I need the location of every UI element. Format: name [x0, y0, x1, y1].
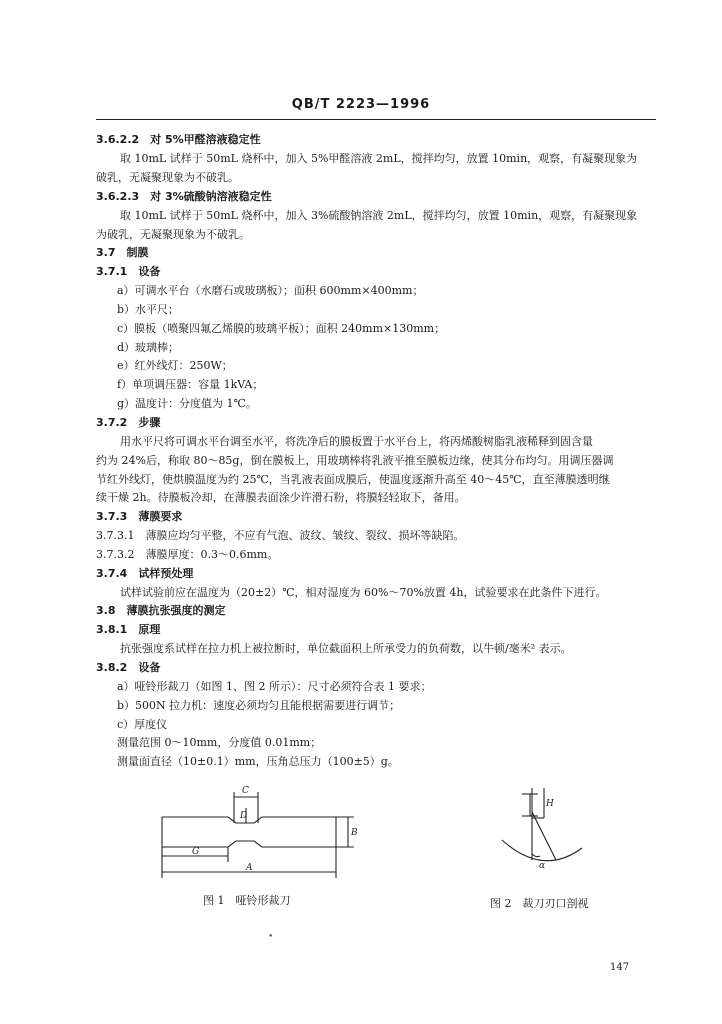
header-rule [96, 119, 656, 120]
page-number: 147 [610, 962, 630, 973]
section-3-6-2-2-heading: 3.6.2.2 对 5%甲醛溶液稳定性 [96, 133, 261, 146]
section-3-7-3-heading: 3.7.3 薄膜要求 [96, 510, 183, 523]
paragraph-line: 节红外线灯，使烘膜温度为约 25℃，当乳液表面成膜后，使温度逐渐升高至 40～45℃，直至薄膜透明继 [96, 473, 610, 486]
dimension-label-d: D [240, 811, 248, 821]
paragraph-line: 取 10mL 试样于 50mL 烧杯中，加入 3%硫酸钠溶液 2mL，搅拌均匀，放置 10min，观察，有凝聚现象 [120, 209, 638, 222]
list-item: g）温度计：分度值为 1℃。 [117, 397, 257, 410]
list-item: 测量面直径（10±0.1）mm，压角总压力（100±5）g。 [117, 755, 399, 768]
list-item: a）可调水平台（水磨石或玻璃板）；面积 600mm×400mm； [117, 284, 424, 297]
section-3-8-2-heading: 3.8.2 设备 [96, 661, 161, 674]
paragraph-line: 续干燥 2h。待膜板冷却，在薄膜表面涂少许滑石粉，将膜轻轻取下，备用。 [96, 491, 466, 504]
scan-mark: • [268, 932, 274, 942]
paragraph-line: 为破乳，无凝聚现象为不破乳。 [96, 228, 250, 241]
list-item: b）水平尺； [117, 303, 180, 316]
paragraph-line: 取 10mL 试样于 50mL 烧杯中，加入 5%甲醛溶液 2mL，搅拌均匀，放置 10min，观察，有凝聚现象为 [120, 152, 638, 165]
list-item: e）红外线灯：250W； [117, 359, 233, 372]
dimension-label-g: G [192, 847, 200, 857]
section-3-7-4-heading: 3.7.4 试样预处理 [96, 567, 194, 580]
angle-label-alpha: α [539, 861, 546, 871]
section-3-7-3-2: 3.7.3.2 薄膜厚度：0.3～0.6mm。 [96, 548, 279, 561]
dimension-label-c: C [242, 786, 249, 796]
paragraph-line: 约为 24%后，称取 80～85g，倒在膜板上，用玻璃棒将乳液平推至膜板边缘，使其分布均匀。用调压器调 [96, 454, 614, 467]
list-item: d）玻璃棒； [117, 341, 180, 354]
section-3-6-2-3-heading: 3.6.2.3 对 3%硫酸钠溶液稳定性 [96, 190, 272, 203]
list-item: c）膜板（喷聚四氟乙烯膜的玻璃平板）；面积 240mm×130mm； [117, 322, 446, 335]
paragraph-line: 试样试验前应在温度为（20±2）℃，相对湿度为 60%～70%放置 4h，试验要求在此条件下进行。 [120, 586, 607, 599]
list-item: a）哑铃形裁刀（如图 1、图 2 所示）：尺寸必须符合表 1 要求； [117, 680, 432, 693]
paragraph-line: 用水平尺将可调水平台调至水平，将洗净后的膜板置于水平台上，将丙烯酸树脂乳液稀释到固含量 [120, 435, 593, 448]
section-3-7-2-heading: 3.7.2 步骤 [96, 416, 161, 429]
dumbbell-cutter-figure [150, 782, 370, 886]
section-3-7-3-1: 3.7.3.1 薄膜应均匀平整，不应有气泡、波纹、皱纹、裂纹、损坏等缺陷。 [96, 529, 465, 542]
dimension-label-h: H [546, 799, 554, 809]
list-item: c）厚度仪 [117, 718, 168, 731]
document-header: QB/T 2223—1996 [291, 97, 431, 112]
list-item: 测量范围 0～10mm，分度值 0.01mm； [117, 736, 322, 749]
paragraph-line: 破乳，无凝聚现象为不破乳。 [96, 171, 239, 184]
list-item: b）500N 拉力机：速度必须均匀且能根据需要进行调节； [117, 699, 401, 712]
section-3-8-1-heading: 3.8.1 原理 [96, 623, 161, 636]
dimension-label-b: B [351, 828, 358, 838]
list-item: f）单项调压器：容量 1kVA； [117, 378, 264, 391]
figure-2-caption: 图 2 裁刀刃口剖视 [490, 897, 589, 910]
section-3-7-1-heading: 3.7.1 设备 [96, 265, 161, 278]
blade-section-figure [498, 782, 588, 874]
paragraph-line: 抗张强度系试样在拉力机上被拉断时，单位截面积上所承受力的负荷数，以牛顿/毫米² 表示。 [120, 642, 572, 655]
figure-1-caption: 图 1 哑铃形裁刀 [203, 894, 291, 907]
section-3-8-heading: 3.8 薄膜抗张强度的测定 [96, 604, 226, 617]
section-3-7-heading: 3.7 制膜 [96, 246, 149, 259]
dimension-label-a: A [246, 863, 253, 873]
